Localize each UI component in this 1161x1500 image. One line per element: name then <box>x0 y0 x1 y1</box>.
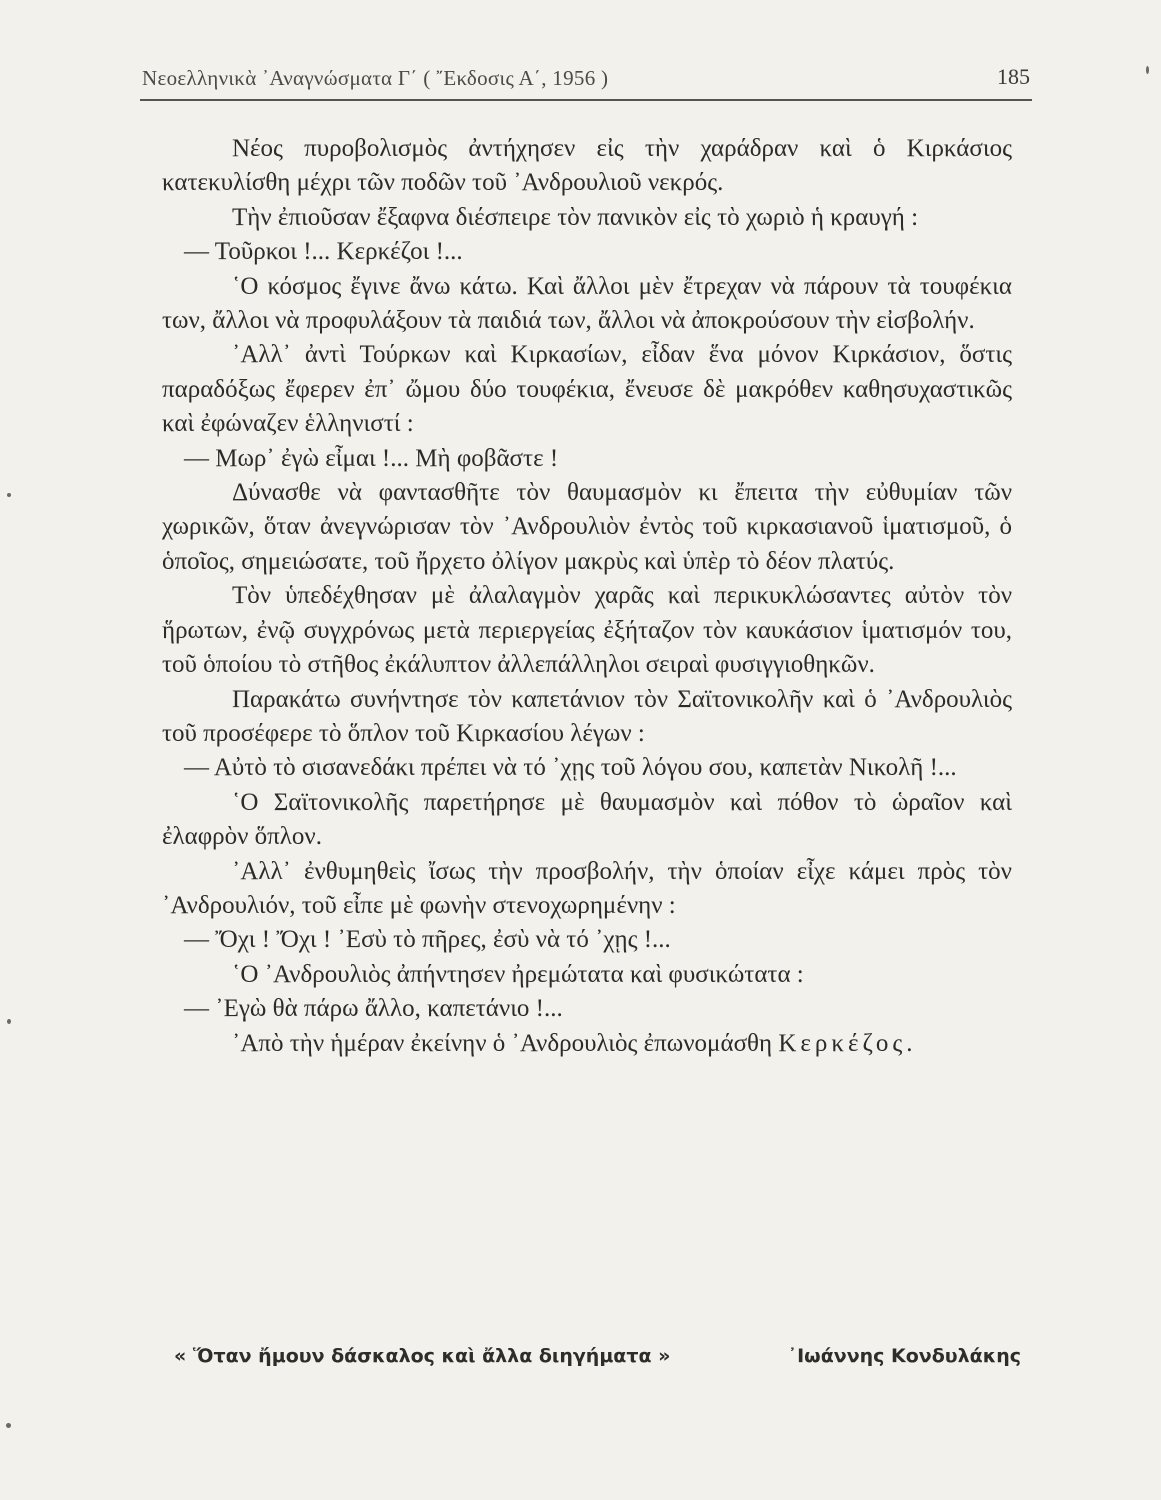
scan-speck <box>7 493 11 497</box>
paragraph: ᾿Αλλ᾿ ἀντὶ Τούρκων καὶ Κιρκασίων, εἶδαν ἕνα μόνον Κιρκάσιον, ὅστις παραδόξως ἔφερεν ἐπ᾿ ὤμου δύο τουφέκια, ἔνευσε δὲ μακρόθεν καθησυχαστικῶς καὶ ἐφώναζεν ἑλληνιστί : <box>162 341 1012 438</box>
paragraph: Νέος πυροβολισμὸς ἀντήχησεν εἰς τὴν χαράδραν καὶ ὁ Κιρκάσιος κατεκυλίσθη μέχρι τῶν ποδῶν τοῦ ᾿Ανδρουλιοῦ νεκρός. <box>162 135 1012 197</box>
paragraph: ῾Ο Σαϊτονικολῆς παρετήρησε μὲ θαυμασμὸν καὶ πόθον τὸ ὡραῖον καὶ ἐλαφρὸν ὅπλον. <box>162 788 1012 851</box>
header-title: Νεοελληνικὰ ᾿Αναγνώσματα Γ΄ ( ῎Εκδοσις Α΄, 1956 ) <box>142 66 609 90</box>
paragraph: Τὸν ὑπεδέχθησαν μὲ ἀλαλαγμὸν χαρᾶς καὶ περικυκλώσαντες αὐτὸν τὸν ἥρωτων, ἐνῷ συγχρόνως μετὰ περιεργείας ἐξήταζον τὸν καυκάσιον ἱματισμόν του, τοῦ ὁποίου τὸ στῆθος ἐκάλυπτον ἀλλεπάλληλοι σειραὶ φυσιγγιοθηκῶν. <box>162 582 1012 679</box>
paragraph: Τὴν ἐπιοῦσαν ἔξαφνα διέσπειρε τὸν πανικὸν εἰς τὸ χωριὸ ἡ κραυγή : <box>232 203 919 231</box>
page-number: 185 <box>997 64 1030 89</box>
final-paragraph-text: ᾿Απὸ τὴν ἡμέραν ἐκείνην ὁ ᾿Ανδρουλιὸς ἐπωνομάσθη <box>232 1029 773 1057</box>
dialogue-line: — Μωρ᾿ ἐγὼ εἶμαι !... Μὴ φοβᾶστε ! <box>184 444 559 472</box>
header-rule <box>140 99 1032 101</box>
dialogue-line: — Αὐτὸ τὸ σισανεδάκι πρέπει νὰ τό ᾿χῃς τοῦ λόγου σου, καπετὰν Νικολῆ !... <box>184 754 957 782</box>
footer-source: « Ὅταν ἤμουν δάσκαλος καὶ ἄλλα διηγήματα » <box>174 1345 671 1367</box>
footer-author: ᾿Ιωάννης Κονδυλάκης <box>787 1345 1021 1367</box>
paragraph: ῾Ο ᾿Ανδρουλιὸς ἀπήντησεν ἠρεμώτατα καὶ φυσικώτατα : <box>232 960 804 988</box>
paragraph: ῾Ο κόσμος ἔγινε ἄνω κάτω. Καὶ ἄλλοι μὲν ἔτρεχαν νὰ πάρουν τὰ τουφέκια των, ἄλλοι νὰ προφυλάξουν τὰ παιδιά των, ἄλλοι νὰ ἀποκρούσουν τὴν εἰσβολήν. <box>162 272 1012 335</box>
running-header <box>142 62 1030 96</box>
scan-speck <box>6 1423 11 1428</box>
paragraph: Παρακάτω συνήντησε τὸν καπετάνιον τὸν Σαϊτονικολῆν καὶ ὁ ᾿Ανδρουλιὸς τοῦ προσέφερε τὸ ὅπλον τοῦ Κιρκασίου λέγων : <box>162 685 1012 747</box>
paragraph: ᾿Αλλ᾿ ἐνθυμηθεὶς ἴσως τὴν προσβολήν, τὴν ὁποίαν εἶχε κάμει πρὸς τὸν ᾿Ανδρουλιόν, τοῦ εἶπε μὲ φωνὴν στενοχωρημένην : <box>162 857 1012 919</box>
scan-speck <box>7 1019 11 1024</box>
dialogue-line: — Ὄχι ! Ὄχι ! ᾿Εσὺ τὸ πῆρες, ἐσὺ νὰ τό ᾿χῃς !... <box>184 926 671 954</box>
paragraph: Δύνασθε νὰ φαντασθῆτε τὸν θαυμασμὸν κι ἔπειτα τὴν εὐθυμίαν τῶν χωρικῶν, ὅταν ἀνεγνώρισαν τὸν ᾿Ανδρουλιὸν ἐντὸς τοῦ κιρκασιανοῦ ἱματισμοῦ, ὁ ὁποῖος, σημειώσατε, τοῦ ἤρχετο ὀλίγον μακρὺς καὶ ὑπὲρ τὸ δέον πλατύς. <box>162 479 1012 575</box>
final-paragraph <box>162 1027 1012 1061</box>
nickname: Κερκέζος. <box>778 1029 917 1057</box>
dialogue-line: — Τοῦρκοι !... Κερκέζοι !... <box>184 238 463 266</box>
scan-speck <box>1146 66 1149 74</box>
dialogue-line: — ᾿Εγὼ θὰ πάρω ἄλλο, καπετάνιο !... <box>184 995 563 1023</box>
body-text <box>162 132 1012 1061</box>
